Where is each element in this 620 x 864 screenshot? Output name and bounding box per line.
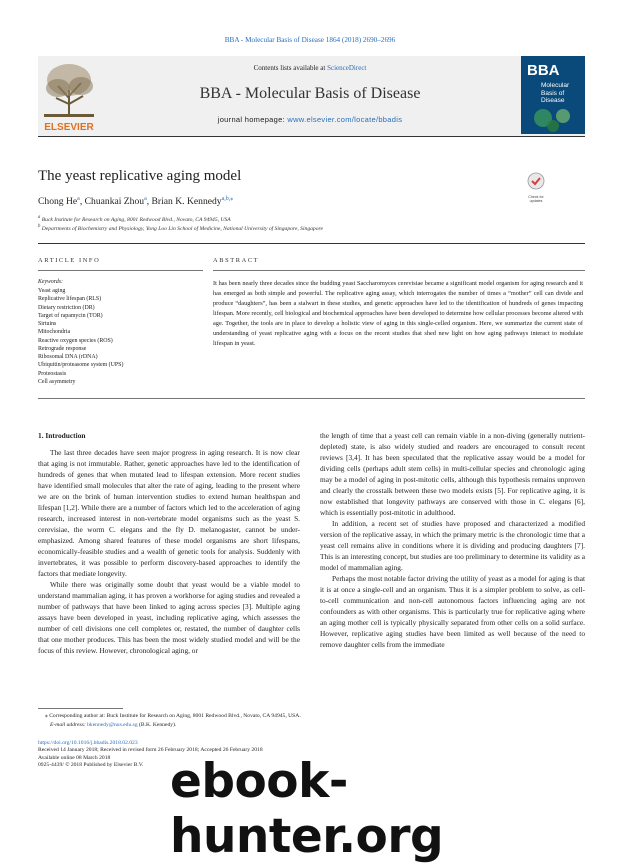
check-for-updates-badge[interactable]	[523, 172, 549, 202]
body-paragraph: The last three decades have seen major progress in aging research. It is now clear that aging is not immutable. Rather, genetic approaches have led to the identification of hundreds of genes that when mutated lead to lifespan extension. More recent studies have identified small molecules that alter the rate of aging, leading to the present where we are on the brink of human intervention studies to extend human healthspan and lifespan [1,2]. While there are a number of factors which led to the acceleration of aging research, increased interest in non-vertebrate model organisms such as the yeast S. cerevisiae, the worm C. elegans and the fly D. melanogaster, cannot be under-emphasized. Among shared features of these model organisms are short lifespans, economically-feasible studies and a wealth of genetic tools for analysis. Suddenly with invertebrates, it was possible to perform discovery-based approaches to identify the factors that mediate longevity.	[38, 448, 300, 578]
body-right-column	[320, 430, 585, 650]
doi-link[interactable]: https://doi.org/10.1016/j.bbadis.2018.02.023	[38, 740, 138, 746]
email-line: E-mail address: bkennedy@nus.edu.sg (B.K. Kennedy).	[50, 722, 177, 728]
keyword: Sirtuins	[38, 321, 57, 327]
check-updates-icon	[523, 172, 549, 190]
elsevier-wordmark: ELSEVIER	[44, 122, 94, 133]
keyword: Dietary restriction (DR)	[38, 304, 95, 311]
author-name[interactable]: Chong He	[38, 196, 78, 208]
cover-subtitle: Molecular Basis of Disease	[541, 82, 570, 104]
available-online: Available online 08 March 2018	[38, 754, 111, 761]
corresponding-author-note: ⁎ Corresponding author at: Buck Institute for Research on Aging, 8001 Redwood Blvd., Novato, CA 94945, USA.	[45, 713, 301, 719]
author-affiliation-mark[interactable]: a	[77, 196, 80, 202]
affiliation-a: $^a$ Buck Institute for Research on Aging, 8001 Redwood Blvd., Novato, CA 94945, USA	[38, 215, 231, 223]
body-paragraph: Perhaps the most notable factor driving the utility of yeast as a model for aging is that it is at once a single-cell and an organism. Thus it is a simpler problem to solve, as cell-to-cell communication and non-cell autonomous factors influencing aging are not confounders as with other organisms. This is particularly true for replicative aging where an aging mother cell is typically physically separated from other cells on a solid surface. However, replicative aging studies have been limited as well because of the need to remove daughter cells from the immediate	[320, 574, 585, 649]
author-name[interactable]: Chuankai Zhou	[84, 196, 145, 208]
journal-cover[interactable]	[521, 56, 585, 134]
email-link[interactable]: bkennedy@nus.edu.sg	[87, 722, 138, 728]
abstract-bottom-rule	[38, 398, 585, 399]
abstract-text: It has been nearly three decades since the budding yeast Saccharomyces cerevisiae became a significant model organism for aging research and it has emerged as both simple and powerful. The replicative aging assay, which interrogates the number of times a “mother” cell can divide and produce “daughters”, has been a stalwart in these studies, and genetic approaches have led to the identification of hundreds of genes impacting lifespan. More recently, cell biological and biochemical approaches have been developed to determine how cellular processes become altered with age. Together, the tools are in place to develop a holistic view of aging in this single-celled organism. Here, we summarize the current state of understanding of yeast replicative aging with a focus on the recent studies that shed new light on how aging pathways interact to modulate lifespan in yeast.	[213, 280, 583, 347]
elsevier-logo[interactable]	[38, 58, 100, 134]
keyword: Target of rapamycin (TOR)	[38, 312, 103, 319]
copyright: 0925-4439/ © 2018 Published by Elsevier B.V.	[38, 761, 144, 768]
introduction-heading: 1. Introduction	[38, 431, 86, 440]
keyword: Mitochondria	[38, 329, 71, 336]
keyword: Ubiquitin/proteasome system (UPS)	[38, 362, 124, 369]
article-info-rule	[38, 270, 203, 271]
keyword: Reactive oxygen species (ROS)	[38, 337, 113, 344]
article-title: The yeast replicative aging model	[38, 168, 242, 184]
footnote-rule	[38, 708, 123, 709]
body-paragraph: In addition, a recent set of studies have proposed and characterized a modified version of the replicative assay, in which the primary metric is the chronologic time that a yeast cell remains alive in conditions where it is dividing and producing daughters [7]. This is an interesting concept, but studies are too preliminary to determine its validity as a model of mammalian aging.	[320, 519, 585, 572]
author-affiliation-mark[interactable]: a,b,⁎	[221, 196, 234, 202]
article-info-heading: ARTICLE INFO	[38, 257, 101, 264]
abstract-heading: ABSTRACT	[213, 257, 260, 264]
body-paragraph: the length of time that a yeast cell can remain viable in a non-diving (generally nutrient-depleted) state, is also widely studied and readers are encouraged to consult recent reviews [3,4]. It has been speculated that the replicative assay would be a model for dividing cells (perhaps adult stem cells) in multi-cellular species and chronologic aging may be a model of aging in post-mitotic cells, although this hypothesis remains unproven and clearly the crosstalk between these two models exists [5]. For replicative aging, it is now established that longevity pathways are conserved with those in C. elegans [6], which is essentially post-mitotic in adulthood.	[320, 431, 585, 517]
sciencedirect-link[interactable]: ScienceDirect	[327, 64, 367, 72]
keyword: Yeast aging	[38, 288, 66, 294]
affiliation-b: $^b$ Departments of Biochemistry and Physiology, Yong Loo Lin School of Medicine, National University of Singapore, Singapore	[38, 224, 323, 232]
keyword: Ribosomal DNA (rDNA)	[38, 354, 98, 360]
body-paragraph: While there was originally some doubt that yeast would be a viable model to understand mammalian aging, it has proven a workhorse for aging studies and revealed a number of pathways that have been linked to aging across species [3]. Multiple aging assays have been developed in yeast, including replicative aging, which assesses the number of cell divisions one cell completes or, restated, the number of daughter cells that one mother produces. This has been the most widely studied model and will be the focus of this review. However, chronological aging, or	[38, 580, 300, 655]
journal-homepage: journal homepage: www.elsevier.com/locate/bbadis	[217, 115, 403, 124]
watermark: ebook-hunter.org	[170, 754, 444, 864]
cover-bba: BBA	[527, 62, 560, 79]
author-list: Chong He$^a$, Chuankai Zhou$^a$, Brian K. Kennedy$^{a,b,⁎}$	[38, 196, 234, 208]
keyword: Cell asymmetry	[38, 378, 76, 385]
keyword: Proteostasis	[38, 370, 67, 377]
received-dates: Received 14 January 2018; Received in revised form 26 February 2018; Accepted 26 February 2018	[38, 747, 263, 754]
journal-title: BBA - Molecular Basis of Disease	[199, 85, 421, 102]
journal-reference[interactable]: BBA - Molecular Basis of Disease 1864 (2018) 2690–2696	[224, 36, 396, 44]
keyword-list	[38, 287, 123, 386]
keyword: Retrograde response	[38, 345, 87, 352]
author-affiliation-mark[interactable]: a	[144, 196, 147, 202]
keyword: Replicative lifespan (RLS)	[38, 296, 102, 303]
cover-art-icon	[521, 104, 585, 134]
author-name[interactable]: Brian K. Kennedy	[151, 196, 222, 208]
header-divider	[38, 243, 585, 244]
homepage-link[interactable]: www.elsevier.com/locate/bbadis	[287, 115, 403, 124]
keywords-label: Keywords:	[38, 279, 63, 285]
abstract-rule	[213, 270, 585, 271]
contents-line: Contents lists available at ScienceDirect	[253, 64, 367, 72]
check-badge-text: Check for updates	[528, 195, 544, 204]
body-left-column	[38, 447, 300, 656]
